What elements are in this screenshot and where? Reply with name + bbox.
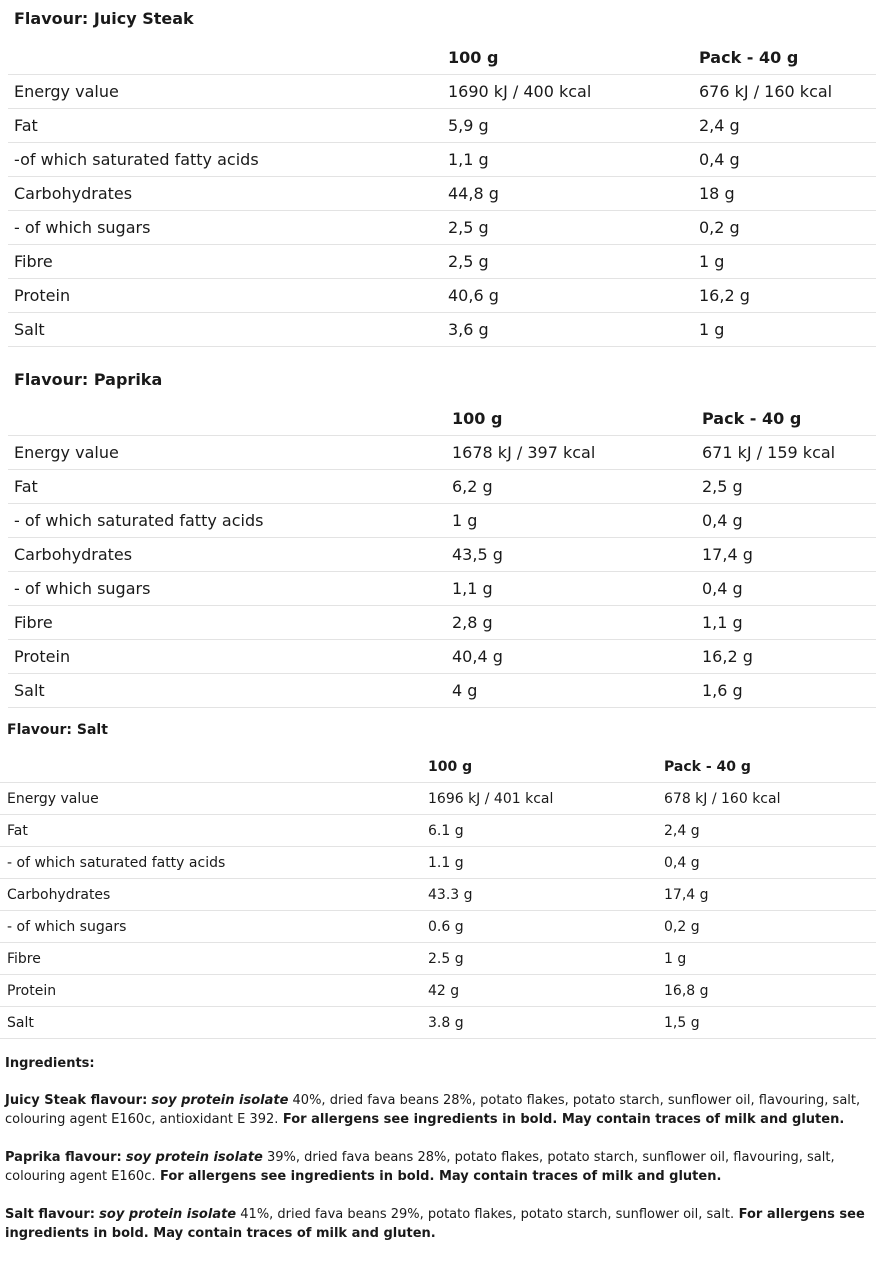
table-row [8, 109, 876, 143]
per-100g-value: 4 g [452, 674, 702, 708]
per-100g-value: 2,8 g [452, 606, 702, 640]
header-cell-nutrient [0, 751, 428, 783]
nutrient-label: Carbohydrates [8, 538, 452, 572]
per-100g-value: 3,6 g [448, 313, 699, 347]
nutrient-label: Salt [0, 1007, 428, 1039]
ingredient-allergen-key: soy protein isolate [151, 1093, 289, 1108]
nutrient-label: Energy value [0, 783, 428, 815]
per-100g-value: 40,4 g [452, 640, 702, 674]
per-100g-value: 6.1 g [428, 815, 664, 847]
table-row [0, 783, 876, 815]
pack-value: 0,4 g [702, 504, 876, 538]
per-100g-value: 1,1 g [452, 572, 702, 606]
per-100g-value: 2,5 g [448, 245, 699, 279]
header-cell-nutrient [8, 41, 448, 75]
table-row [8, 143, 876, 177]
nutrient-label: - of which sugars [8, 572, 452, 606]
header-cell-per-100g: 100 g [452, 402, 702, 436]
nutrient-label: Salt [8, 313, 448, 347]
per-100g-value: 1690 kJ / 400 kcal [448, 75, 699, 109]
pack-value: 16,2 g [699, 279, 876, 313]
pack-value: 1,6 g [702, 674, 876, 708]
nutrient-label: Fibre [0, 943, 428, 975]
per-100g-value: 1.1 g [428, 847, 664, 879]
ingredient-allergen-key: soy protein isolate [99, 1207, 237, 1222]
table-row [8, 211, 876, 245]
pack-value: 16,2 g [702, 640, 876, 674]
allergen-note: For allergens see ingredients in bold. May contain traces of milk and gluten. [278, 1112, 845, 1127]
nutrient-label: Energy value [8, 436, 452, 470]
nutrient-label: Fat [8, 109, 448, 143]
header-cell-pack: Pack - 40 g [664, 751, 876, 783]
table-row [8, 504, 876, 538]
pack-value: 0,4 g [664, 847, 876, 879]
ingredient-list: 39%, dried fava beans 28%, potato flakes, potato starch, sunflower oil, flavouring, salt, colouring agent E160c. [5, 1150, 835, 1184]
ingredients-paprika [5, 1148, 871, 1186]
per-100g-value: 43.3 g [428, 879, 664, 911]
header-cell-per-100g: 100 g [448, 41, 699, 75]
ingredient-flavour-name: Juicy Steak flavour: [5, 1093, 148, 1108]
per-100g-value: 2,5 g [448, 211, 699, 245]
nutrient-label: Protein [8, 279, 448, 313]
nutrition-table [8, 41, 876, 347]
table-row [0, 943, 876, 975]
nutrient-label: Protein [0, 975, 428, 1007]
pack-value: 0,2 g [699, 211, 876, 245]
pack-value: 0,2 g [664, 911, 876, 943]
header-cell-pack: Pack - 40 g [702, 402, 876, 436]
per-100g-value: 1696 kJ / 401 kcal [428, 783, 664, 815]
table-row [8, 245, 876, 279]
per-100g-value: 5,9 g [448, 109, 699, 143]
table-row [8, 538, 876, 572]
table-row [8, 177, 876, 211]
per-100g-value: 6,2 g [452, 470, 702, 504]
pack-value: 2,5 g [702, 470, 876, 504]
table-row [8, 674, 876, 708]
nutrient-label: Carbohydrates [0, 879, 428, 911]
nutrient-label: Energy value [8, 75, 448, 109]
nutrient-label: Fat [8, 470, 452, 504]
ingredient-flavour-name: Salt flavour: [5, 1207, 96, 1222]
per-100g-value: 1,1 g [448, 143, 699, 177]
pack-value: 17,4 g [664, 879, 876, 911]
ingredient-flavour-name: Paprika flavour: [5, 1150, 122, 1165]
table-row [8, 606, 876, 640]
ingredient-list: 40%, dried fava beans 28%, potato flakes, potato starch, sunflower oil, flavouring, salt, colouring agent E160c, antioxidant E 392. [5, 1093, 861, 1127]
table-row [0, 975, 876, 1007]
table-header-row [8, 402, 876, 436]
nutrient-label: Fat [0, 815, 428, 847]
nutrient-label: Protein [8, 640, 452, 674]
pack-value: 2,4 g [699, 109, 876, 143]
ingredient-allergen-key: soy protein isolate [125, 1150, 263, 1165]
pack-value: 0,4 g [699, 143, 876, 177]
table-row [8, 279, 876, 313]
nutrient-label: - of which sugars [0, 911, 428, 943]
ingredients-juicy-steak [5, 1091, 871, 1129]
pack-value: 0,4 g [702, 572, 876, 606]
nutrient-label: Salt [8, 674, 452, 708]
pack-value: 16,8 g [664, 975, 876, 1007]
table-row [8, 75, 876, 109]
ingredients-title: Ingredients: [5, 1056, 95, 1071]
header-cell-pack: Pack - 40 g [699, 41, 876, 75]
nutrient-label: Fibre [8, 245, 448, 279]
per-100g-value: 43,5 g [452, 538, 702, 572]
per-100g-value: 1 g [452, 504, 702, 538]
ingredients-salt [5, 1205, 871, 1243]
per-100g-value: 0.6 g [428, 911, 664, 943]
table-row [0, 847, 876, 879]
table-row [8, 572, 876, 606]
per-100g-value: 44,8 g [448, 177, 699, 211]
nutrient-label: Fibre [8, 606, 452, 640]
nutrient-label: Carbohydrates [8, 177, 448, 211]
pack-value: 1 g [699, 313, 876, 347]
table-row [8, 313, 876, 347]
ingredient-list: 41%, dried fava beans 29%, potato flakes, potato starch, sunflower oil, salt. [236, 1207, 735, 1222]
table-header-row [8, 41, 876, 75]
pack-value: 2,4 g [664, 815, 876, 847]
pack-value: 676 kJ / 160 kcal [699, 75, 876, 109]
nutrient-label: - of which sugars [8, 211, 448, 245]
per-100g-value: 2.5 g [428, 943, 664, 975]
nutrition-table [0, 751, 876, 1039]
pack-value: 671 kJ / 159 kcal [702, 436, 876, 470]
per-100g-value: 3.8 g [428, 1007, 664, 1039]
per-100g-value: 40,6 g [448, 279, 699, 313]
allergen-note: For allergens see ingredients in bold. May contain traces of milk and gluten. [5, 1207, 865, 1241]
pack-value: 1,1 g [702, 606, 876, 640]
pack-value: 678 kJ / 160 kcal [664, 783, 876, 815]
table-row [0, 911, 876, 943]
table-row [0, 1007, 876, 1039]
per-100g-value: 42 g [428, 975, 664, 1007]
table-row [8, 640, 876, 674]
pack-value: 1 g [699, 245, 876, 279]
per-100g-value: 1678 kJ / 397 kcal [452, 436, 702, 470]
table-row [8, 470, 876, 504]
nutrition-table [8, 402, 876, 708]
flavour-title: Flavour: Juicy Steak [14, 9, 194, 28]
header-cell-nutrient [8, 402, 452, 436]
nutrient-label: - of which saturated fatty acids [8, 504, 452, 538]
allergen-note: For allergens see ingredients in bold. May contain traces of milk and gluten. [155, 1169, 722, 1184]
table-row [0, 879, 876, 911]
pack-value: 1 g [664, 943, 876, 975]
table-header-row [0, 751, 876, 783]
table-row [8, 436, 876, 470]
flavour-title: Flavour: Salt [7, 722, 108, 738]
pack-value: 1,5 g [664, 1007, 876, 1039]
nutrient-label: - of which saturated fatty acids [0, 847, 428, 879]
pack-value: 18 g [699, 177, 876, 211]
pack-value: 17,4 g [702, 538, 876, 572]
nutrient-label: -of which saturated fatty acids [8, 143, 448, 177]
flavour-title: Flavour: Paprika [14, 370, 163, 389]
header-cell-per-100g: 100 g [428, 751, 664, 783]
table-row [0, 815, 876, 847]
